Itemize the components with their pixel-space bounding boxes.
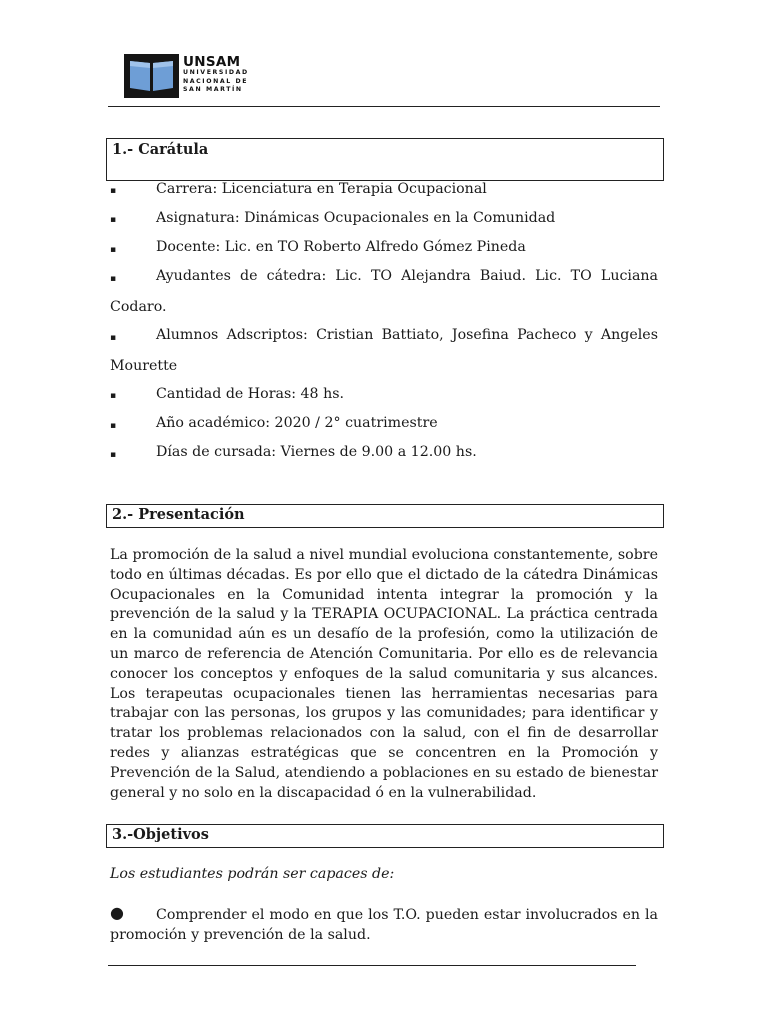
caratula-dias: Días de cursada: Viernes de 9.00 a 12.00 hs. bbox=[156, 444, 477, 460]
logo-line-3: SAN MARTÍN bbox=[183, 86, 243, 94]
section-title-presentacion: 2.- Presentación bbox=[112, 506, 245, 523]
caratula-docente: Docente: Lic. en TO Roberto Alfredo Gómez Pineda bbox=[156, 239, 526, 255]
round-bullet-icon: ● bbox=[110, 903, 124, 922]
logo-line-1: UNIVERSIDAD bbox=[183, 69, 249, 76]
header-rule bbox=[108, 106, 660, 107]
square-bullet-icon: ▪ bbox=[110, 450, 117, 460]
section-title-caratula: 1.- Carátula bbox=[112, 141, 209, 158]
book-logo-icon bbox=[124, 54, 179, 98]
footer-rule bbox=[108, 965, 636, 966]
section-header-caratula bbox=[106, 138, 664, 181]
logo-text bbox=[183, 55, 249, 95]
caratula-alumnos-line2: Mourette bbox=[110, 358, 178, 374]
logo-title: UNSAM bbox=[183, 54, 241, 70]
presentacion-paragraph: La promoción de la salud a nivel mundial evoluciona constantemente, sobre todo en últimas décadas. Es por ello que el dictado de la cátedra Dinámicas Ocupacionales en la Comunidad intenta integrar la promoción y la prevención de la salud y la TERAPIA OCUPACIONAL. La práctica centrada en la comunidad aún es un desafío de la profesión, como la utilización de un marco de referencia de Atención Comunitaria. Por ello es de relevancia conocer los conceptos y enfoques de la salud comunitaria y sus alcances. Los terapeutas ocupacionales tienen las herramientas necesarias para trabajar con las personas, los grupos y las comunidades; para identificar y tratar los problemas relacionados con la salud, con el fin de desarrollar redes y alianzas estratégicas que se concentren en la Promoción y Prevención de la Salud, atendiendo a poblaciones en su estado de bienestar general y no solo en la discapacidad ó en la vulnerabilidad. bbox=[110, 547, 658, 801]
caratula-carrera: Carrera: Licenciatura en Terapia Ocupacional bbox=[156, 181, 487, 197]
logo-line-2: NACIONAL DE bbox=[183, 77, 249, 85]
caratula-alumnos-line1: Alumnos Adscriptos: Cristian Battiato, Josefina Pacheco y Angeles bbox=[156, 327, 658, 343]
caratula-ayudantes-line1: Ayudantes de cátedra: Lic. TO Alejandra Baiud. Lic. TO Luciana bbox=[156, 268, 658, 284]
section-title-objetivos: 3.-Objetivos bbox=[112, 826, 209, 843]
section-header-presentacion bbox=[106, 504, 664, 528]
objetivos-item-1: Comprender el modo en que los T.O. pueden estar involucrados en la promoción y prevención de la salud. bbox=[110, 907, 658, 943]
caratula-anio: Año académico: 2020 / 2° cuatrimestre bbox=[156, 415, 438, 431]
square-bullet-icon: ▪ bbox=[110, 421, 117, 431]
square-bullet-icon: ▪ bbox=[110, 333, 117, 343]
square-bullet-icon: ▪ bbox=[110, 186, 117, 196]
square-bullet-icon: ▪ bbox=[110, 391, 117, 401]
caratula-asignatura: Asignatura: Dinámicas Ocupacionales en la Comunidad bbox=[156, 210, 556, 226]
caratula-horas: Cantidad de Horas: 48 hs. bbox=[156, 386, 345, 402]
section-header-objetivos bbox=[106, 824, 664, 848]
objetivos-intro: Los estudiantes podrán ser capaces de: bbox=[110, 866, 395, 882]
unsam-logo bbox=[124, 54, 264, 100]
square-bullet-icon: ▪ bbox=[110, 215, 117, 225]
square-bullet-icon: ▪ bbox=[110, 274, 117, 284]
square-bullet-icon: ▪ bbox=[110, 245, 117, 255]
caratula-ayudantes-line2: Codaro. bbox=[110, 299, 167, 315]
